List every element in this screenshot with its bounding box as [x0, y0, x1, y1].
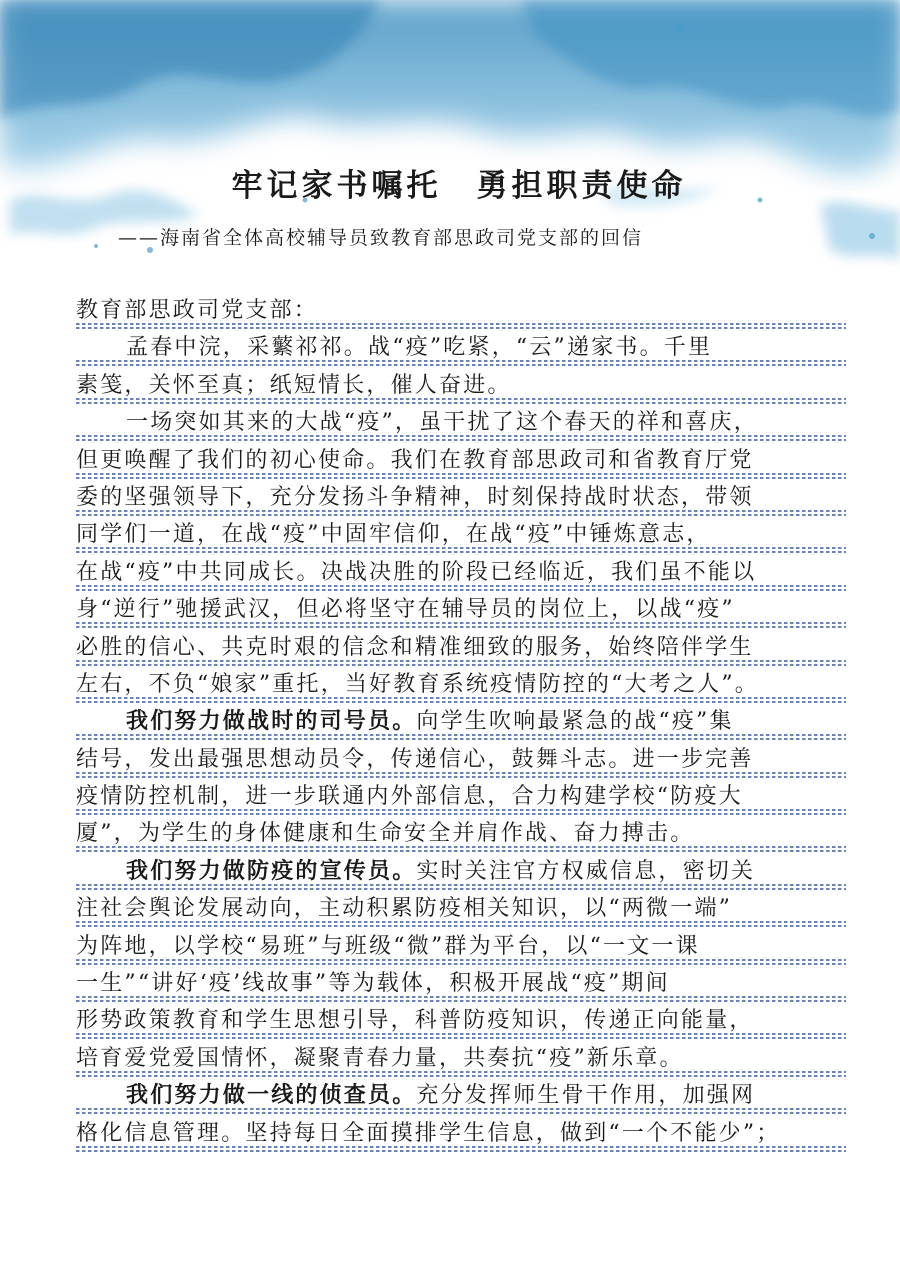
letter-line: [76, 741, 846, 778]
line-text: 厦”，为学生的身体健康和生命安全并肩作战、奋力搏击。: [76, 821, 695, 847]
letter-line: [76, 554, 846, 591]
letter-line: [76, 928, 846, 965]
line-text: 一生”“讲好‘疫’线故事”等为载体，积极开展战“疫”期间: [76, 971, 670, 997]
line-text: 孟春中浣，采蘩祁祁。战“疫”吃紧，“云”递家书。千里: [126, 335, 713, 361]
letter-line: [76, 629, 846, 666]
letter-line: [76, 815, 846, 852]
letter-line: [76, 442, 846, 479]
letter-line: [76, 890, 846, 927]
line-text: 教育部思政司党支部：: [76, 298, 319, 323]
letter-line: [76, 591, 846, 628]
letter-line: [76, 292, 846, 329]
line-text: 必胜的信心、共克时艰的信念和精准细致的服务，始终陪伴学生: [76, 634, 754, 660]
letter-line: [76, 853, 846, 890]
letter-line: [76, 1077, 846, 1114]
letter-line: [76, 367, 846, 404]
line-text: 左右，不负“娘家”重托，当好教育系统疫情防控的“大考之人”。: [76, 671, 759, 697]
letter-line: [76, 1002, 846, 1039]
line-text: 身“逆行”驰援武汉，但必将坚守在辅导员的岗位上，以战“疫”: [76, 597, 735, 623]
line-text: 形势政策教育和学生思想引导，科普防疫知识，传递正向能量，: [76, 1008, 754, 1034]
letter-line: [76, 516, 846, 553]
paragraph-lead-sentence: 我们努力做一线的侦查员。: [126, 1082, 417, 1109]
line-text: 一场突如其来的大战“疫”，虽干扰了这个春天的祥和喜庆，: [126, 410, 758, 436]
letter-line: [76, 1115, 846, 1152]
page-title: 牢记家书嘱托 勇担职责使命: [231, 168, 687, 204]
letter-line: [76, 965, 846, 1002]
line-text: 在战“疫”中共同成长。决战决胜的阶段已经临近，我们虽不能以: [76, 559, 757, 585]
letter-line: [76, 703, 846, 740]
line-text: 为阵地，以学校“易班”与班级“微”群为平台，以“一文一课: [76, 933, 700, 959]
letter-line: [76, 404, 846, 441]
line-text: 充分发挥师生骨干作用，加强网: [416, 1083, 756, 1109]
line-text: 疫情防控机制，进一步联通内外部信息，合力构建学校“防疫大: [76, 784, 743, 810]
page-subtitle: ——海南省全体高校辅导员致教育部思政司党支部的回信: [118, 227, 644, 249]
line-text: 向学生吹响最紧急的战“疫”集: [416, 709, 734, 735]
watercolor-header-background: [0, 0, 900, 300]
paragraph-lead-sentence: 我们努力做防疫的宣传员。: [126, 857, 417, 884]
letter-line: [76, 479, 846, 516]
line-text: 委的坚强领导下，充分发扬斗争精神，时刻保持战时状态，带领: [76, 484, 754, 510]
line-text: 培育爱党爱国情怀，凝聚青春力量，共奏抗“疫”新乐章。: [76, 1045, 684, 1071]
line-text: 实时关注官方权威信息，密切关: [416, 858, 756, 884]
letter-line: [76, 329, 846, 366]
line-text: 注社会舆论发展动向，主动积累防疫相关知识，以“两微一端”: [76, 896, 733, 922]
letter-line: [76, 666, 846, 703]
line-text: 同学们一道，在战“疫”中固牢信仰，在战“疫”中锤炼意志，: [76, 522, 711, 548]
line-text: 格化信息管理。坚持每日全面摸排学生信息，做到“一个不能少”；: [76, 1120, 781, 1146]
letter-line: [76, 1040, 846, 1077]
paragraph-lead-sentence: 我们努力做战时的司号员。: [126, 708, 417, 735]
line-text: 结号，发出最强思想动员令，传递信心，鼓舞斗志。进一步完善: [76, 746, 754, 772]
letter-line: [76, 778, 846, 815]
line-text: 素笺，关怀至真；纸短情长，催人奋进。: [76, 372, 512, 398]
letter-body: [76, 292, 846, 1152]
line-text: 但更唤醒了我们的初心使命。我们在教育部思政司和省教育厅党: [76, 447, 754, 473]
heading-block: [0, 160, 900, 250]
